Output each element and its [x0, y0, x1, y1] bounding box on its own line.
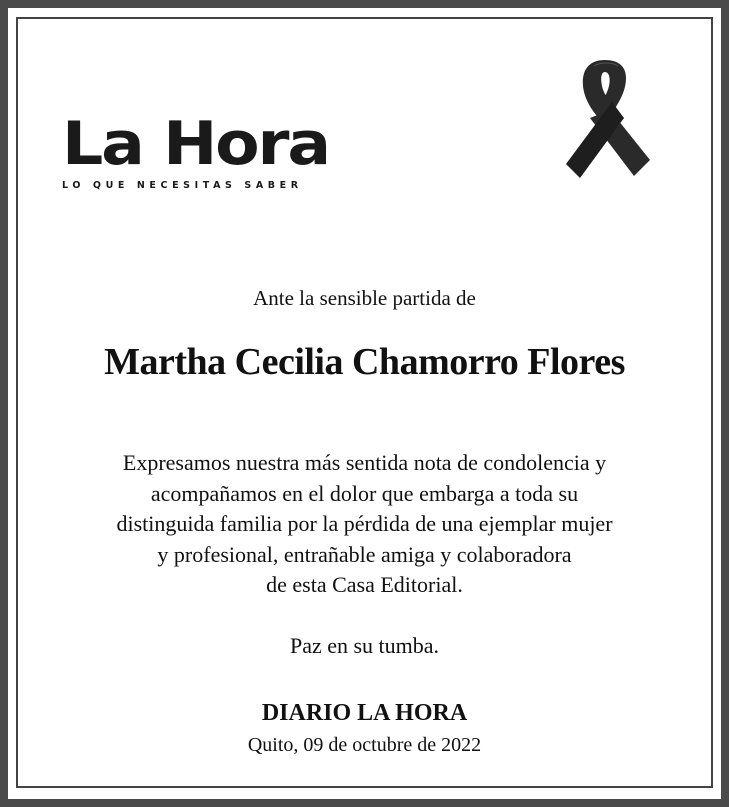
intro-text: Ante la sensible partida de [253, 286, 476, 310]
deceased-name: Martha Cecilia Chamorro Flores [104, 341, 625, 383]
message-line: acompañamos en el dolor que embarga a toda su [150, 480, 579, 506]
message-line: y profesional, entrañable amiga y colaboradora [157, 541, 572, 567]
message-line: Expresamos nuestra más sentida nota de condolencia y [122, 450, 607, 475]
signature: DIARIO LA HORA [261, 700, 468, 726]
mourning-ribbon-icon [556, 56, 654, 186]
condolence-message [8, 448, 721, 601]
message-line: de esta Casa Editorial. [266, 572, 463, 597]
logo-tagline: LO QUE NECESITAS SABER [62, 180, 303, 191]
condolence-notice [8, 8, 721, 799]
farewell-text: Paz en su tumba. [289, 633, 440, 658]
la-hora-logo [62, 109, 362, 191]
place-date: Quito, 09 de octubre de 2022 [247, 734, 482, 756]
message-line: distinguida familia por la pérdida de una ejemplar mujer [116, 511, 613, 536]
logo-name: La Hora [62, 109, 329, 179]
